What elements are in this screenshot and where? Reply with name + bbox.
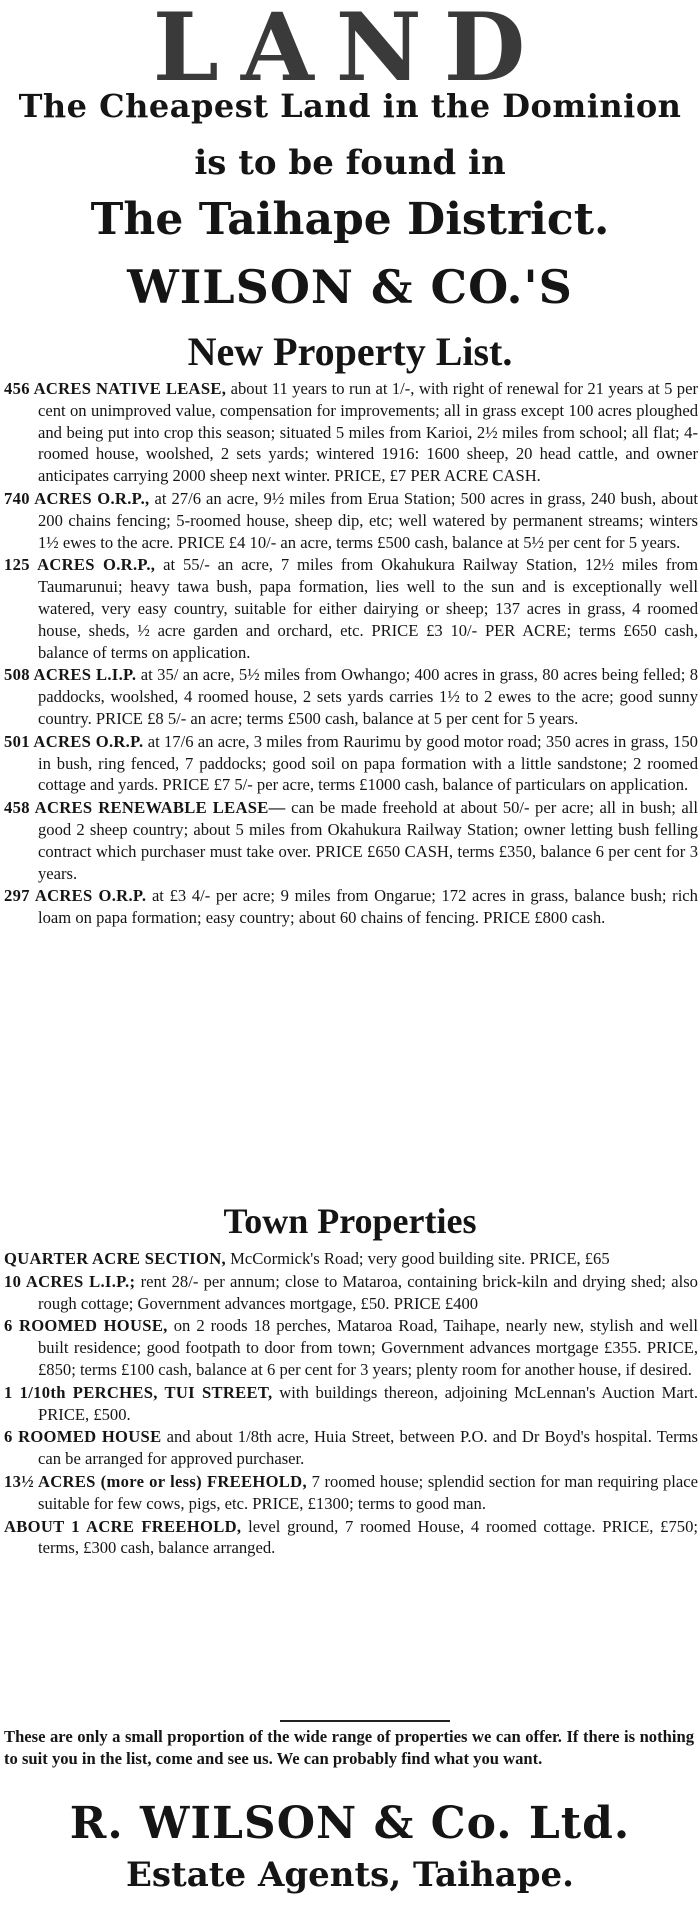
footer-subtitle: Estate Agents, Taihape.: [126, 1855, 574, 1895]
town-listings: [0, 1248, 700, 1560]
listing-item: [0, 731, 700, 796]
town-item: [0, 1516, 700, 1560]
listing-text: at 27/6 an acre, 9½ miles from Erua Station; 500 acres in grass, 240 bush, about 200 chains fencing; 5-roomed house, sheep dip, etc; well watered by permanent streams; winters 1½ ewes to the acre. PRICE £4 10/- an acre, terms £500 cash, balance at 5½ per cent for 5 years.: [38, 488, 699, 552]
town-lead: ABOUT 1 ACRE FREEHOLD,: [4, 1516, 242, 1536]
town-item: [0, 1315, 700, 1380]
listing-item: [0, 488, 700, 553]
listing-item: [0, 885, 700, 929]
listing-lead: 508 ACRES L.I.P.: [4, 665, 137, 685]
headline-cheapest-land: The Cheapest Land in the Dominion: [18, 87, 682, 125]
divider-rule: [280, 1720, 450, 1722]
town-text: rent 28/- per annum; close to Mataroa, containing brick-kiln and drying shed; also rough cottage; Government advances mortgage, £50. PRICE £400: [38, 1271, 698, 1313]
listing-item: [0, 554, 700, 663]
town-lead: 6 ROOMED HOUSE,: [4, 1316, 168, 1336]
listing-text: at 35/ an acre, 5½ miles from Owhango; 400 acres in grass, 80 acres being felled; 8 paddocks, woolshed, 4 roomed house, 2 sets yards carries 1½ to 2 ewes to the acre; good sunny country. PRICE £8 5/- an acre; terms £500 cash, balance at 5 per cent for 5 years.: [38, 665, 698, 728]
listing-lead: 125 ACRES O.R.P.,: [4, 555, 156, 575]
town-item: [0, 1248, 700, 1270]
footer-company-name: R. WILSON & Co. Ltd.: [69, 1798, 631, 1849]
listing-text: at £3 4/- per acre; 9 miles from Ongarue; 172 acres in grass, balance bush; rich loam on papa formation; easy country; about 60 chains of fencing. PRICE £800 cash.: [38, 886, 698, 928]
town-lead: 10 ACRES L.I.P.;: [4, 1271, 136, 1291]
listing-text: about 11 years to run at 1/-, with right of renewal for 21 years at 5 per cent on unimproved value, compensation for improvements; all in grass except 100 acres ploughed and being put into crop this season; situated 5 miles from Karioi, 2½ miles from school; all flat; 4-roomed house, woolshed, 2 sets yards; wintered 1916: 1600 sheep, 20 head cattle, and owner anticipates carrying 2000 sheep next winter. PRICE, £7 PER ACRE CASH.: [38, 379, 698, 486]
town-text: on 2 roods 18 perches, Mataroa Road, Taihape, nearly new, stylish and well built residence; good footpath to door from town; Government advances mortgage £355. PRICE, £850; terms £100 cash, balance at 6 per cent for 3 years; plenty room for another house, if desired.: [38, 1316, 698, 1379]
rural-listings: [0, 378, 700, 930]
ad-title: LAND: [152, 0, 548, 103]
headline-agent-name: WILSON & CO.'S: [127, 260, 573, 314]
headline-found-in: is to be found in: [194, 143, 506, 183]
headline-property-list: New Property List.: [187, 329, 513, 374]
town-item: [0, 1471, 700, 1515]
town-text: McCormick's Road; very good building site. PRICE, £65: [230, 1249, 610, 1268]
town-lead: 6 ROOMED HOUSE: [4, 1427, 162, 1447]
town-item: [0, 1426, 700, 1470]
listing-item: [0, 664, 700, 729]
listing-text: can be made freehold at about 50/- per acre; all in bush; all good 2 sheep country; about 5 miles from Okahukura Railway Station; owner letting bush felling contract which purchaser must take over. PRICE £650 CASH, terms £350, balance 6 per cent for 3 years.: [38, 798, 698, 883]
town-text: 7 roomed house; splendid section for man requiring place suitable for few cows, pigs, etc. PRICE, £1300; terms to good man.: [38, 1471, 699, 1513]
town-text: with buildings thereon, adjoining McLennan's Auction Mart. PRICE, £500.: [38, 1382, 698, 1424]
town-lead: QUARTER ACRE SECTION,: [4, 1249, 226, 1268]
town-lead: 13½ ACRES (more or less) FREEHOLD,: [4, 1471, 307, 1491]
listing-lead: 458 ACRES RENEWABLE LEASE—: [4, 798, 286, 818]
town-lead: 1 1/10th PERCHES, TUI STREET,: [4, 1382, 273, 1402]
headline-district: The Taihape District.: [90, 194, 610, 245]
town-properties-heading: Town Properties: [223, 1201, 477, 1241]
listing-item: [0, 378, 700, 487]
town-item: [0, 1271, 700, 1315]
listing-lead: 297 ACRES O.R.P.: [4, 886, 147, 906]
listing-lead: 740 ACRES O.R.P.,: [4, 488, 150, 508]
town-item: [0, 1382, 700, 1426]
town-text: level ground, 7 roomed House, 4 roomed cottage. PRICE, £750; terms, £300 cash, balance arranged.: [38, 1516, 698, 1558]
listing-lead: 456 ACRES NATIVE LEASE,: [4, 379, 227, 398]
town-text: and about 1/8th acre, Huia Street, between P.O. and Dr Boyd's hospital. Terms can be arranged for approved purchaser.: [38, 1427, 698, 1469]
listing-lead: 501 ACRES O.R.P.: [4, 731, 144, 751]
listing-text: at 17/6 an acre, 3 miles from Raurimu by good motor road; 350 acres in grass, 150 in bush, ring fenced, 7 paddocks; good soil on papa formation with a little sandstone; 2 roomed cottage and yards. PRICE £7 5/- per acre, terms £1000 cash, balance of particulars on application.: [38, 731, 698, 795]
listing-item: [0, 797, 700, 884]
listing-text: at 55/- an acre, 7 miles from Okahukura Railway Station, 12½ miles from Taumarunui; heavy tawa bush, papa formation, lies well to the sun and is exceptionally well watered, very easy country, suitable for either dairying or sheep; 137 acres in grass, 4 roomed house, sheds, ½ acre garden and orchard, etc. PRICE £3 10/- PER ACRE; terms £650 cash, balance of terms on application.: [38, 555, 698, 662]
closing-paragraph: These are only a small proportion of the wide range of properties we can offer. If there is nothing to suit you in the list, come and see us. We can probably find what you want.: [4, 1727, 694, 1768]
